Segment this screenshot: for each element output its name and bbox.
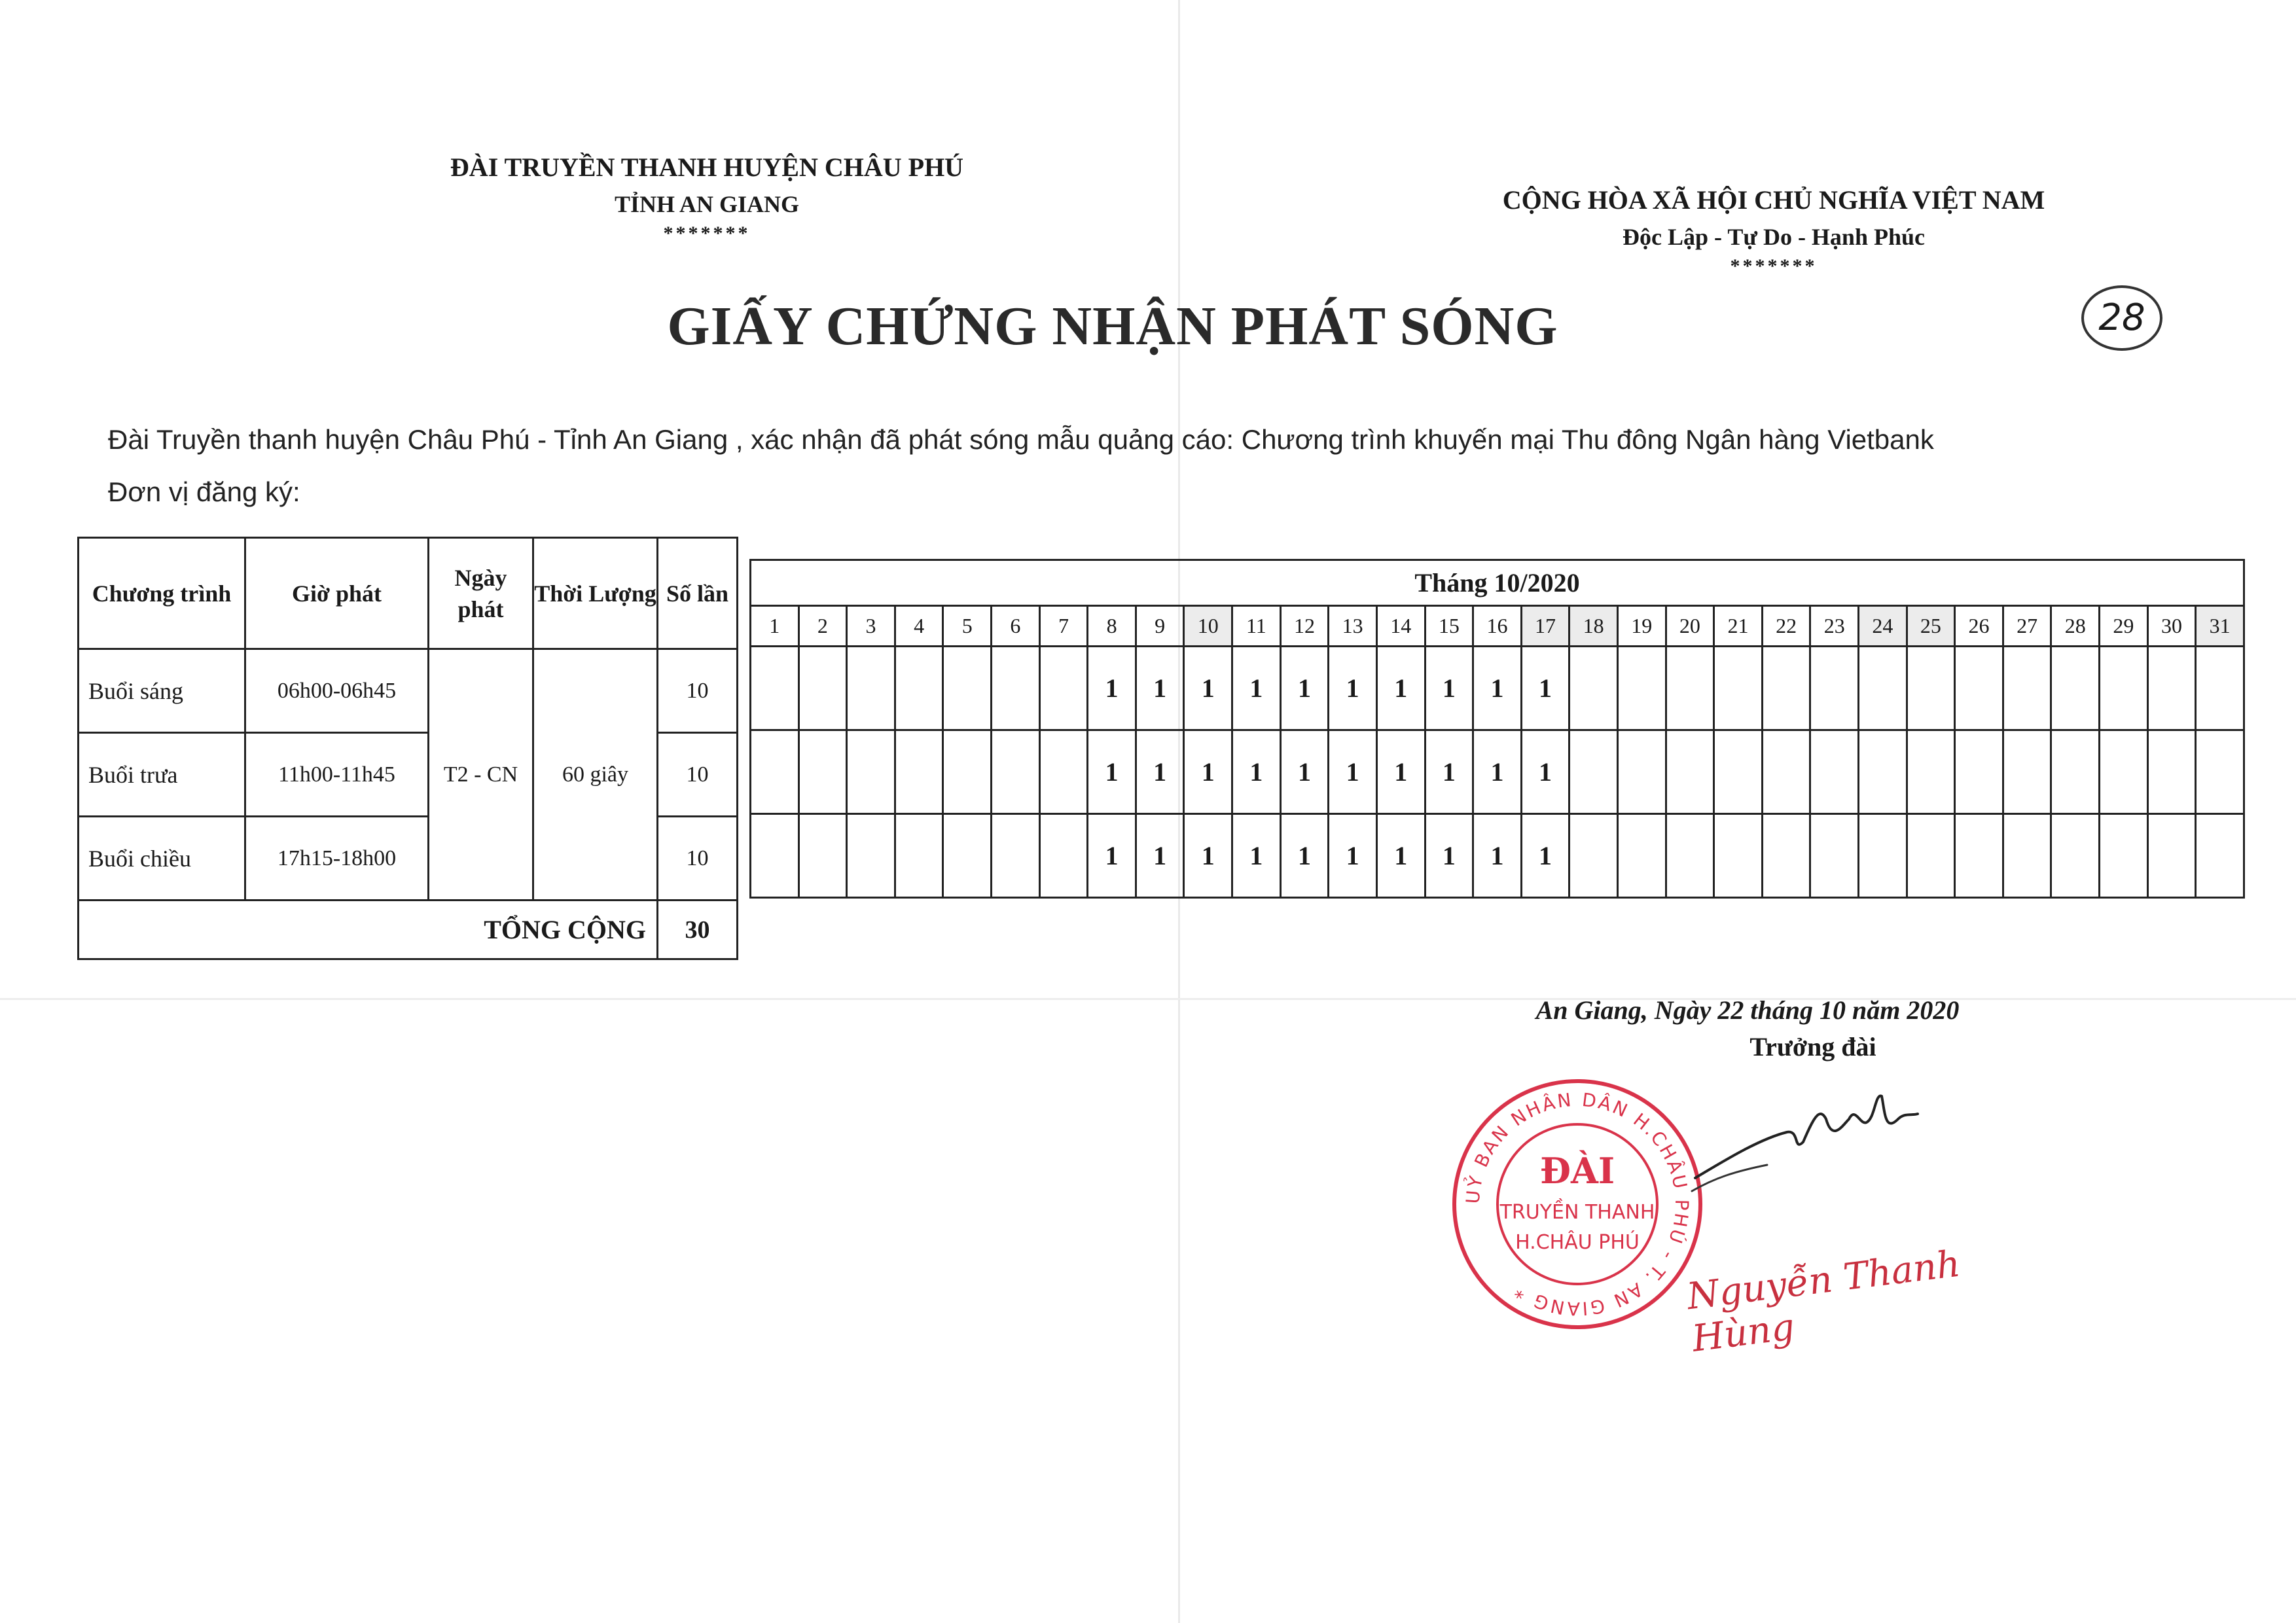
day-cell: 11 [1232,606,1281,647]
broadcast-cell [847,647,895,730]
calendar-table [749,559,2245,899]
broadcast-cell [1617,647,1666,730]
broadcast-cell [1810,730,1859,814]
broadcast-cell: 1 [1521,647,1570,730]
broadcast-cell [798,647,847,730]
day-cell: 7 [1039,606,1088,647]
broadcast-cell: 1 [1136,730,1184,814]
svg-text:ĐÀI: ĐÀI [1539,1150,1615,1192]
day-cell: 1 [751,606,799,647]
day-cell: 20 [1666,606,1714,647]
broadcast-cell [1907,814,1955,898]
issuer-province: TỈNH AN GIANG [614,191,800,217]
broadcast-cell: 1 [1088,814,1136,898]
broadcast-cell: 1 [1184,730,1232,814]
broadcast-cell [1810,814,1859,898]
day-cell: 28 [2051,606,2100,647]
broadcast-cell: 1 [1136,647,1184,730]
row-count: 10 [658,649,738,733]
broadcast-cell [1714,814,1763,898]
signatory-role: Trưởng đài [1749,1032,1876,1061]
svg-text:TRUYỀN THANH: TRUYỀN THANH [1499,1201,1655,1224]
header-time: Giờ phát [245,538,429,649]
broadcast-cell [1810,647,1859,730]
broadcast-cell: 1 [1376,814,1425,898]
broadcast-cell [992,814,1040,898]
broadcast-cell: 1 [1473,647,1522,730]
day-cell: 3 [847,606,895,647]
broadcast-cell [751,814,799,898]
broadcast-cell [1907,730,1955,814]
national-motto: Độc Lập - Tự Do - Hạnh Phúc [1622,224,1925,250]
day-cell: 25 [1907,606,1955,647]
broadcast-cell [1570,814,1618,898]
broadcast-cell: 1 [1232,814,1281,898]
broadcast-cell [895,730,943,814]
broadcast-row [751,647,2244,730]
broadcast-cell [1762,647,1810,730]
broadcast-cell [798,814,847,898]
broadcast-row [751,814,2244,898]
broadcast-cell [1666,730,1714,814]
row-program: Buổi chiều [79,817,245,901]
broadcast-cell [2051,814,2100,898]
broadcast-cell [1714,647,1763,730]
broadcast-cell [798,730,847,814]
schedule-table [77,537,738,960]
day-cell: 6 [992,606,1040,647]
broadcast-cell [847,814,895,898]
broadcast-cell: 1 [1425,814,1473,898]
broadcast-cell [1859,730,1907,814]
broadcast-cell [2051,730,2100,814]
day-cell: 24 [1859,606,1907,647]
day-cell: 18 [1570,606,1618,647]
issuer-stars: ******* [663,223,751,244]
broadcast-cell [2003,730,2051,814]
broadcast-cell: 1 [1329,730,1377,814]
broadcast-cell: 1 [1184,647,1232,730]
handwritten-signature [1689,1080,1931,1211]
broadcast-cell: 1 [1473,814,1522,898]
svg-text:UỶ BAN NHÂN DÂN H.CHÂU PHÚ - T: UỶ BAN NHÂN DÂN H.CHÂU PHÚ - T. AN GIANG * [1462,1088,1693,1320]
broadcast-cell [2147,814,2196,898]
day-cell: 9 [1136,606,1184,647]
broadcast-cell: 1 [1425,730,1473,814]
day-cell: 16 [1473,606,1522,647]
broadcast-cell: 1 [1376,647,1425,730]
row-count: 10 [658,817,738,901]
broadcast-cell [847,730,895,814]
broadcast-cell [1907,647,1955,730]
broadcast-cell: 1 [1088,730,1136,814]
table-row [79,649,738,733]
day-cell: 22 [1762,606,1810,647]
broadcast-cell [943,814,992,898]
day-cell: 12 [1280,606,1329,647]
broadcast-cell [1666,814,1714,898]
day-cell: 31 [2196,606,2244,647]
row-count: 10 [658,733,738,817]
broadcast-cell [1955,647,2003,730]
broadcast-cell [992,730,1040,814]
broadcast-cell [943,647,992,730]
broadcast-cell [1039,730,1088,814]
broadcast-cell [1762,730,1810,814]
day-cell: 2 [798,606,847,647]
day-cell: 23 [1810,606,1859,647]
broadcast-cell: 1 [1280,730,1329,814]
broadcast-cell: 1 [1280,647,1329,730]
row-time: 11h00-11h45 [245,733,429,817]
header-days: Ngày phát [429,538,533,649]
broadcast-cell: 1 [1425,647,1473,730]
broadcast-cell [2051,647,2100,730]
broadcast-cell [1617,814,1666,898]
broadcast-row [751,730,2244,814]
broadcast-cell [2003,647,2051,730]
day-cell: 29 [2100,606,2148,647]
broadcast-cell [895,814,943,898]
broadcast-cell [2003,814,2051,898]
broadcast-cell [1714,730,1763,814]
row-program: Buổi trưa [79,733,245,817]
day-cell: 19 [1617,606,1666,647]
day-cell: 13 [1329,606,1377,647]
broadcast-cell [943,730,992,814]
broadcast-cell: 1 [1232,730,1281,814]
broadcast-cell: 1 [1473,730,1522,814]
broadcast-cell [1762,814,1810,898]
broadcast-cell [1617,730,1666,814]
svg-text:H.CHÂU PHÚ: H.CHÂU PHÚ [1515,1231,1640,1254]
broadcast-cell [1570,647,1618,730]
day-cell: 4 [895,606,943,647]
issuer-name: ĐÀI TRUYỀN THANH HUYỆN CHÂU PHÚ [450,152,964,182]
row-time: 06h00-06h45 [245,649,429,733]
total-label: TỔNG CỘNG [79,901,658,959]
day-cell: 27 [2003,606,2051,647]
broadcast-cell [2100,730,2148,814]
broadcast-cell: 1 [1329,814,1377,898]
broadcast-cell: 1 [1232,647,1281,730]
handwritten-page-number: 28 [2081,285,2162,351]
document-title: GIẤY CHỨNG NHẬN PHÁT SÓNG [667,296,1558,357]
header-duration: Thời Lượng [533,538,658,649]
national-name: CỘNG HÒA XÃ HỘI CHỦ NGHĨA VIỆT NAM [1502,185,2045,215]
day-cell: 8 [1088,606,1136,647]
broadcast-cell: 1 [1521,730,1570,814]
broadcast-cell [1955,730,2003,814]
broadcast-cell: 1 [1329,647,1377,730]
day-cell: 17 [1521,606,1570,647]
national-header [1427,182,2121,277]
total-row [79,901,738,959]
header-program: Chương trình [79,538,245,649]
row-time: 17h15-18h00 [245,817,429,901]
official-seal [1446,1073,1708,1335]
duration-value: 60 giây [533,649,658,901]
broadcast-cell: 1 [1184,814,1232,898]
day-cell: 26 [1955,606,2003,647]
broadcast-cell [2100,814,2148,898]
day-cell: 15 [1425,606,1473,647]
broadcast-cell [2147,730,2196,814]
signatory-name: Nguyễn Thanh Hùng [1684,1242,1963,1361]
broadcast-cell [2196,814,2244,898]
broadcast-cell [1039,814,1088,898]
day-cell: 10 [1184,606,1232,647]
broadcast-cell [2147,647,2196,730]
broadcast-cell [2196,647,2244,730]
broadcast-cell: 1 [1376,730,1425,814]
broadcast-cell [895,647,943,730]
broadcast-cell: 1 [1280,814,1329,898]
broadcast-cell [1955,814,2003,898]
broadcast-cell [2100,647,2148,730]
row-program: Buổi sáng [79,649,245,733]
broadcast-cell [751,730,799,814]
header-count: Số lần [658,538,738,649]
days-value: T2 - CN [429,649,533,901]
signature-date: An Giang, Ngày 22 tháng 10 năm 2020 [1535,995,1960,1025]
total-value: 30 [658,901,738,959]
broadcast-cell: 1 [1136,814,1184,898]
month-header: Tháng 10/2020 [751,560,2244,606]
day-cell: 14 [1376,606,1425,647]
national-stars: ******* [1730,255,1818,277]
broadcast-cell: 1 [1521,814,1570,898]
intro-line: Đài Truyền thanh huyện Châu Phú - Tỉnh An Giang , xác nhận đã phát sóng mẫu quảng cáo: Chương trình khuyến mại Thu đông Ngân hàng Vietbank [108,424,1934,455]
broadcast-cell [1666,647,1714,730]
day-cell: 30 [2147,606,2196,647]
broadcast-cell [2196,730,2244,814]
broadcast-cell: 1 [1088,647,1136,730]
broadcast-cell [1859,647,1907,730]
day-cell: 21 [1714,606,1763,647]
broadcast-cell [992,647,1040,730]
broadcast-cell [1859,814,1907,898]
registrant-line: Đơn vị đăng ký: [108,476,300,507]
broadcast-cell [1570,730,1618,814]
broadcast-cell [1039,647,1088,730]
day-cell: 5 [943,606,992,647]
broadcast-cell [751,647,799,730]
issuer-header [367,149,1047,245]
